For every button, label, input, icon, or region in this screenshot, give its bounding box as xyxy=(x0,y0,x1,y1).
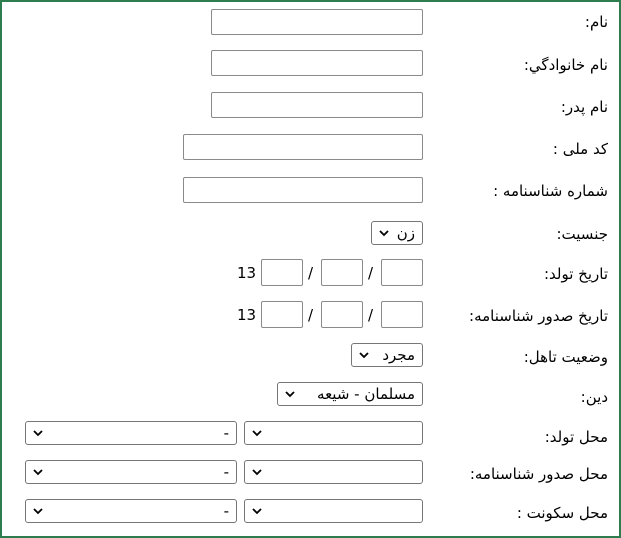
birth-year-prefix: 13 xyxy=(237,264,257,282)
residence-label: محل سکونت : xyxy=(516,504,608,522)
father-name-input[interactable] xyxy=(211,92,423,118)
marital-select[interactable] xyxy=(351,343,423,367)
last-name-label: نام خانوادگي: xyxy=(523,56,608,74)
chevron-down-icon xyxy=(284,388,296,400)
issue-month-input[interactable] xyxy=(321,301,363,328)
chevron-down-icon xyxy=(32,466,44,478)
issue-day-input[interactable] xyxy=(381,301,423,328)
gender-value: زن xyxy=(396,224,415,242)
birth-date-separator: / xyxy=(308,264,314,282)
birth-place-city-select[interactable] xyxy=(25,421,237,445)
issue-date-label: تاریخ صدور شناسنامه: xyxy=(469,307,608,325)
chevron-down-icon xyxy=(251,427,263,439)
birth-place-city-value: - xyxy=(223,424,229,442)
chevron-down-icon xyxy=(251,505,263,517)
last-name-input[interactable] xyxy=(211,50,423,76)
religion-select[interactable] xyxy=(277,382,423,406)
chevron-down-icon xyxy=(32,427,44,439)
issue-place-city-select[interactable] xyxy=(25,460,237,484)
issue-year-prefix: 13 xyxy=(237,306,257,324)
issue-date-separator: / xyxy=(368,306,374,324)
residence-city-value: - xyxy=(223,502,229,520)
religion-label: دین: xyxy=(580,388,608,406)
chevron-down-icon xyxy=(32,505,44,517)
chevron-down-icon xyxy=(358,349,370,361)
issue-place-province-select[interactable] xyxy=(244,460,423,484)
chevron-down-icon xyxy=(251,466,263,478)
issue-place-city-value: - xyxy=(223,463,229,481)
residence-province-select[interactable] xyxy=(244,499,423,523)
gender-label: جنسیت: xyxy=(556,225,608,243)
national-code-label: کد ملی : xyxy=(552,140,608,158)
first-name-label: نام: xyxy=(584,13,608,31)
birth-month-input[interactable] xyxy=(321,259,363,286)
issue-year-input[interactable] xyxy=(261,301,303,328)
gender-select[interactable] xyxy=(371,221,423,245)
marital-label: وضعیت تاهل: xyxy=(523,348,608,366)
issue-place-label: محل صدور شناسنامه: xyxy=(469,465,608,483)
birth-place-province-select[interactable] xyxy=(244,421,423,445)
birth-place-label: محل تولد: xyxy=(544,428,608,446)
id-number-input[interactable] xyxy=(183,177,423,203)
national-code-input[interactable] xyxy=(183,134,423,160)
id-number-label: شماره شناسنامه : xyxy=(493,182,608,200)
birth-year-input[interactable] xyxy=(261,259,303,286)
father-name-label: نام پدر: xyxy=(560,98,608,116)
chevron-down-icon xyxy=(378,227,390,239)
first-name-input[interactable] xyxy=(211,9,423,35)
birth-day-input[interactable] xyxy=(381,259,423,286)
issue-date-separator: / xyxy=(308,306,314,324)
religion-value: مسلمان - شیعه xyxy=(317,385,415,403)
birth-date-separator: / xyxy=(368,264,374,282)
birth-date-label: تاریخ تولد: xyxy=(543,265,608,283)
marital-value: مجرد xyxy=(382,346,415,364)
residence-city-select[interactable] xyxy=(25,499,237,523)
